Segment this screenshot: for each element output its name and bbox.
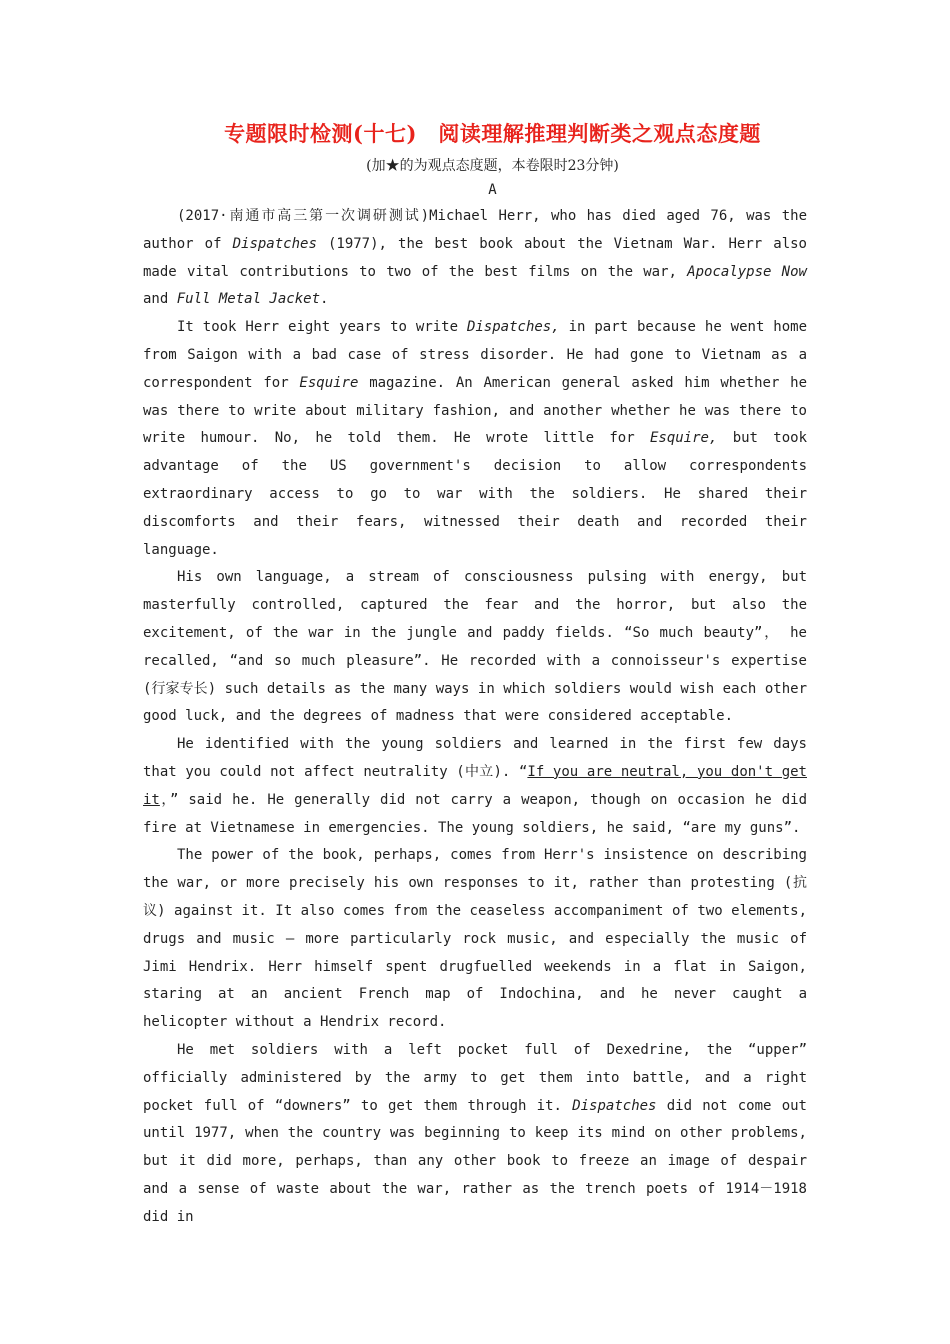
paragraph-text: The power of the book, perhaps, comes from Herr's insistence on describing the war, or more precisely his own responses to it, rather than protesting (抗议) against it. It also comes from the ceaseless accompaniment of two elements, drugs and music — more particularly rock music, and especially the music of Jimi Hendrix. Herr himself spent drugfuelled weekends in a flat in Saigon, staring at an ancient French map of Indochina, and he never caught a helicopter without a Hendrix record. [143,847,807,1031]
paragraph [143,842,807,1037]
italic-text: Dispatches, [466,319,560,336]
paragraph-text: (2017·南通市高三第一次调研测试)Michael Herr, who has died aged 76, was the author of [143,208,807,252]
paragraph-text: but took advantage of the US government's decision to allow correspondents extraordinary access to go to war with the soldiers. He shared their discomforts and their fears, witnessed their death and recorded their language. [143,430,807,558]
passage-body [143,203,807,1231]
italic-text: Dispatches [572,1097,657,1114]
paragraph-text: (1977), the best book about the Vietnam War. Herr also made vital contributions to two of the best films on the war, [143,235,807,280]
italic-text: Esquire [299,374,359,391]
italic-text: Full Metal Jacket [176,291,321,308]
paragraph-text: and [143,291,177,308]
paragraph-text: did not come out until 1977, when the country was beginning to keep its mind on other problems, but it did more, perhaps, than any other book to freeze an image of despair and a sense of waste about the war, rather as the trench poets of 1914－1918 did in [143,1097,807,1225]
paragraph [143,203,807,314]
paragraph-text: magazine. An American general asked him whether he was there to write about military fashion, and another whether he was there to write humour. No, he told them. He wrote little for [143,374,807,447]
section-label: A [488,182,497,198]
italic-text: Dispatches [232,235,317,252]
paragraph [143,564,807,731]
italic-text: Apocalypse Now [687,263,807,280]
underlined-text: If you are neutral, you don't get it [143,763,807,808]
italic-text: Esquire, [649,430,718,447]
paragraph-text: . [320,291,329,308]
page-subtitle: (加★的为观点态度题，本卷限时23分钟) [366,158,619,174]
page-title: 专题限时检测(十七) 阅读理解推理判断类之观点态度题 [224,121,761,146]
paragraph-text: His own language, a stream of consciousness pulsing with energy, but masterfully controlled, captured the fear and the horror, but also the excitement, of the war in the jungle and paddy fields. “So much beauty”， he recalled, “and so much pleasure”. He recorded with a connoisseur's expertise (行家专长) such details as the many ways in which soldiers would wish each other good luck, and the degrees of madness that were considered acceptable. [143,569,807,725]
paragraph [143,314,807,564]
paragraph-text: It took Herr eight years to write [177,319,467,336]
paragraph-text: ，” said he. He generally did not carry a weapon, though on occasion he did fire at Vietnamese in emergencies. The young soldiers, he said, “are my guns”. [143,791,807,836]
paragraph-text: He identified with the young soldiers and learned in the first few days that you could not affect neutrality (中立). “ [143,736,807,780]
paragraph [143,1037,807,1232]
paragraph-text: in part because he went home from Saigon with a bad case of stress disorder. He had gone to Vietnam as a correspondent for [143,319,807,391]
paragraph [143,731,807,842]
paragraph-text: He met soldiers with a left pocket full of Dexedrine, the “upper” officially administered by the army to get them into battle, and a right pocket full of “downers” to get them through it. [143,1041,807,1114]
